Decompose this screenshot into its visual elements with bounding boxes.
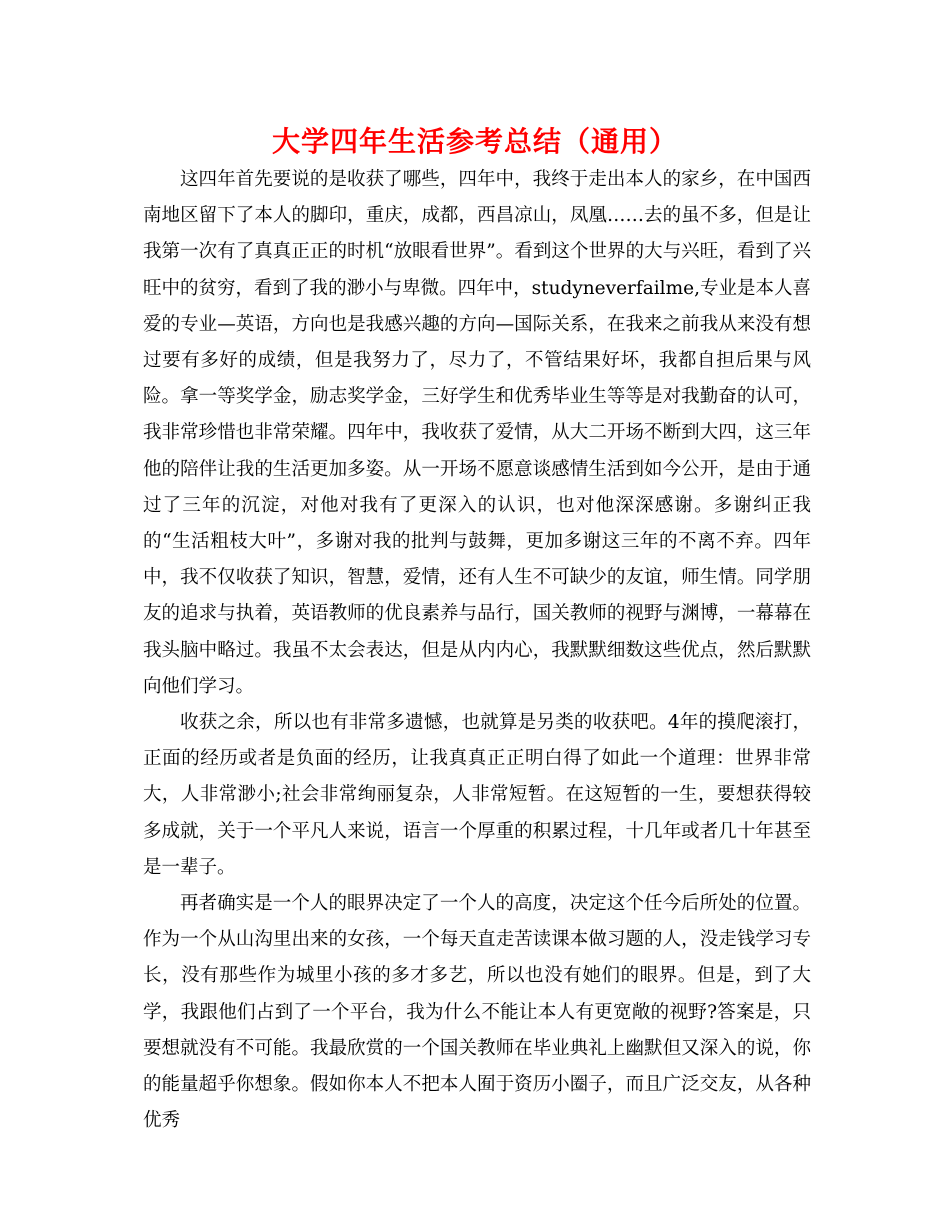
document-title: 大学四年生活参考总结（通用）	[271, 125, 678, 158]
paragraph: 再者确实是一个人的眼界决定了一个人的高度，决定这个任今后所处的位置。作为一个从山沟里出来的女孩，一个每天直走苦读课本做习题的人，没走钱学习专长，没有那些作为城里小孩的多才多艺，所以也没有她们的眼界。但是，到了大学，我跟他们占到了一个平台，我为什么不能让本人有更宽敞的视野?答案是，只要想就没有不可能。我最欣赏的一个国关教师在毕业典礼上幽默但又深入的说，你的能量超乎你想象。假如你本人不把本人囿于资历小圈子，而且广泛交友，从各种优秀	[143, 893, 811, 1132]
document-body	[143, 162, 811, 1139]
paragraph: 收获之余，所以也有非常多遗憾，也就算是另类的收获吧。4年的摸爬滚打，正面的经历或者是负面的经历，让我真真正正明白得了如此一个道理：世界非常大，人非常渺小;社会非常绚丽复杂，人非常短暂。在这短暂的一生，要想获得较多成就，关于一个平凡人来说，语言一个厚重的积累过程，十几年或者几十年甚至是一辈子。	[143, 712, 811, 878]
paragraph: 这四年首先要说的是收获了哪些，四年中，我终于走出本人的家乡，在中国西南地区留下了本人的脚印，重庆，成都，西昌凉山，凤凰……去的虽不多，但是让我第一次有了真真正正的时机“放眼看世界”。看到这个世界的大与兴旺，看到了兴旺中的贫穷，看到了我的渺小与卑微。四年中，studyneverfailme,专业是本人喜爱的专业—英语，方向也是我感兴趣的方向—国际关系，在我来之前我从来没有想过要有多好的成绩，但是我努力了，尽力了，不管结果好坏，我都自担后果与风险。拿一等奖学金，励志奖学金，三好学生和优秀毕业生等等是对我勤奋的认可，我非常珍惜也非常荣耀。四年中，我收获了爱情，从大二开场不断到大四，这三年他的陪伴让我的生活更加多姿。从一开场不愿意谈感情生活到如今公开，是由于通过了三年的沉淀，对他对我有了更深入的认识，也对他深深感谢。多谢纠正我的“生活粗枝大叶”，多谢对我的批判与鼓舞，更加多谢这三年的不离不弃。四年中，我不仅收获了知识，智慧，爱情，还有人生不可缺少的友谊，师生情。同学朋友的追求与执着，英语教师的优良素养与品行，国关教师的视野与渊博，一幕幕在我头脑中略过。我虽不太会表达，但是从内内心，我默默细数这些优点，然后默默向他们学习。	[143, 169, 811, 697]
